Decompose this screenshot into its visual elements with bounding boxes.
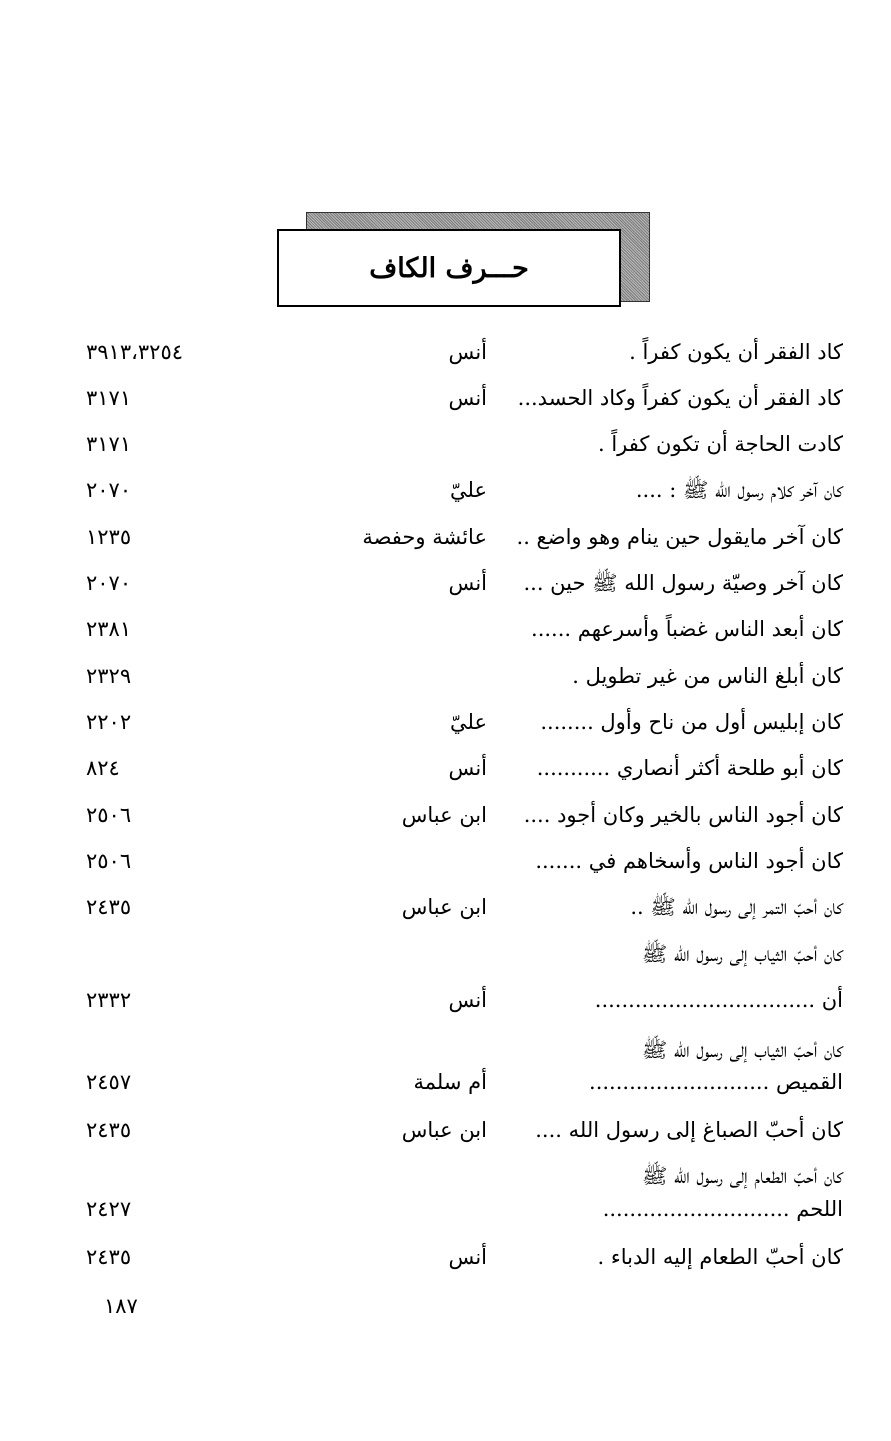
entry-ref: ٨٢٤ <box>86 756 120 780</box>
entry-phrase: كان أجود الناس وأسخاهم في ....... <box>535 849 843 873</box>
index-entry-line2 <box>0 1062 891 1102</box>
entry-narrator: أنس <box>448 340 487 364</box>
entry-ref: ٢٥٠٦ <box>86 849 132 873</box>
entry-phrase: كان إبليس أول من ناح وأول ........ <box>540 710 843 734</box>
entry-continuation: اللحم ............................ <box>602 1197 843 1221</box>
entry-phrase: كان أحبّ الطعام إلى رسول الله ﷺ <box>641 1164 843 1188</box>
entry-phrase: كان آخر كلام رسول الله ﷺ : .... <box>635 478 843 502</box>
index-entry <box>0 1237 891 1277</box>
index-entry-line1 <box>0 934 891 974</box>
entry-phrase: كان آخر مايقول حين ينام وهو واضع .. <box>516 525 843 549</box>
entry-ref: ٢٠٧٠ <box>86 571 132 595</box>
index-entry <box>0 887 891 927</box>
entry-phrase: كان أحبّ الصباغ إلى رسول الله .... <box>535 1118 843 1142</box>
entry-phrase: كاد الفقر أن يكون كفراً . <box>629 340 843 364</box>
entry-narrator: عليّ <box>450 478 487 502</box>
index-entry <box>0 841 891 881</box>
entry-narrator: ابن عباس <box>401 1118 487 1142</box>
entry-narrator: أنس <box>448 386 487 410</box>
entry-ref: ٣٩١٣،٣٢٥٤ <box>86 340 184 364</box>
entry-phrase: كاد الفقر أن يكون كفراً وكاد الحسد... <box>517 386 843 410</box>
entry-phrase: كان أحبّ الثياب إلى رسول الله ﷺ <box>641 942 843 966</box>
entry-ref: ٢٠٧٠ <box>86 478 132 502</box>
index-entry-line2 <box>0 1189 891 1229</box>
index-entry <box>0 378 891 418</box>
entry-ref: ٣١٧١ <box>86 386 132 410</box>
section-title: حـــرف الكاف <box>369 252 529 284</box>
entry-narrator: عليّ <box>450 710 487 734</box>
entry-ref: ٢٢٠٢ <box>86 710 132 734</box>
entry-ref: ٢٣٨١ <box>86 617 132 641</box>
index-entry <box>0 795 891 835</box>
index-entry <box>0 1110 891 1150</box>
entry-phrase: كان أجود الناس بالخير وكان أجود .... <box>523 803 843 827</box>
entry-phrase: كان أبو طلحة أكثر أنصاري ........... <box>536 756 843 780</box>
index-entry <box>0 656 891 696</box>
entry-continuation: القميص ........................... <box>589 1070 843 1094</box>
page-number: ١٨٧ <box>104 1294 138 1318</box>
index-entry <box>0 517 891 557</box>
entry-ref: ٢٤٢٧ <box>86 1197 132 1221</box>
index-entry-line2 <box>0 980 891 1020</box>
entry-ref: ٢٣٢٩ <box>86 664 132 688</box>
index-entry <box>0 424 891 464</box>
entry-phrase: كان أحبّ التمر إلى رسول الله ﷺ .. <box>630 895 843 919</box>
entry-ref: ٣١٧١ <box>86 432 132 456</box>
entry-narrator: أنس <box>448 571 487 595</box>
index-entry <box>0 470 891 510</box>
entry-phrase: كان أحبّ الطعام إليه الدباء . <box>597 1245 843 1269</box>
entry-narrator: أنس <box>448 756 487 780</box>
entry-ref: ٢٤٣٥ <box>86 895 132 919</box>
entry-narrator: ابن عباس <box>401 895 487 919</box>
entry-narrator: أم سلمة <box>413 1070 487 1094</box>
entry-ref: ١٢٣٥ <box>86 525 132 549</box>
entry-ref: ٢٣٣٢ <box>86 988 132 1012</box>
entry-phrase: كان أبلغ الناس من غير تطويل . <box>572 664 843 688</box>
index-entry <box>0 748 891 788</box>
index-entry <box>0 702 891 742</box>
entry-continuation: أن ................................. <box>594 988 843 1012</box>
entry-ref: ٢٤٣٥ <box>86 1245 132 1269</box>
index-entry <box>0 609 891 649</box>
entry-narrator: أنس <box>448 1245 487 1269</box>
entry-ref: ٢٤٣٥ <box>86 1118 132 1142</box>
entry-narrator: أنس <box>448 988 487 1012</box>
index-entry <box>0 563 891 603</box>
entry-ref: ٢٥٠٦ <box>86 803 132 827</box>
entry-phrase: كان آخر وصيّة رسول الله ﷺ حين ... <box>523 571 843 595</box>
entry-ref: ٢٤٥٧ <box>86 1070 132 1094</box>
entry-phrase: كان أبعد الناس غضباً وأسرعهم ...... <box>531 617 843 641</box>
entry-phrase: كان أحبّ الثياب إلى رسول الله ﷺ <box>641 1038 843 1062</box>
section-header <box>277 229 621 307</box>
index-entry <box>0 332 891 372</box>
entry-narrator: ابن عباس <box>401 803 487 827</box>
entry-phrase: كادت الحاجة أن تكون كفراً . <box>597 432 843 456</box>
entry-narrator: عائشة وحفصة <box>362 525 487 549</box>
